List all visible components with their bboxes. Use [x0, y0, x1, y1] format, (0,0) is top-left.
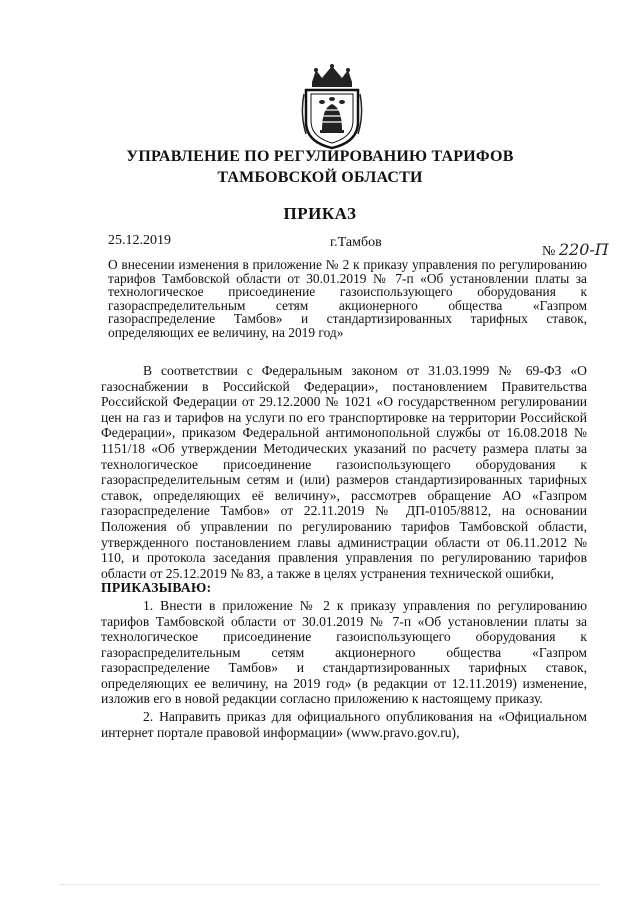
tambov-coat-of-arms-emblem	[298, 64, 366, 150]
order-item-2: 2. Направить приказ для официального опубликования на «Официальном интернет портале правовой информации» (www.pravo.gov.ru),	[101, 709, 587, 740]
preamble-paragraph: В соответствии с Федеральным законом от 31.03.1999 № 69-ФЗ «О газоснабжении в Российской Федерации», постановлением Правительства Российской Федерации от 29.12.2000 № 1021 «О государственном регулировании цен на газ и тарифов на услуги по его транспортировке на территории Российской Федерации», приказом Федеральной антимонопольной службы от 16.08.2018 № 1151/18 «Об утверждении Методических указаний по расчету размера платы за технологическое присоединение газоиспользующего оборудования к газораспределительным сетям и (или) размеров стандартизированных тарифных ставок, определяющих её величину», рассмотрев обращение АО «Газпром газораспределение Тамбов» от 22.11.2019 № ДП-0105/8812, на основании Положения об управлении по регулированию тарифов Тамбовской области, утвержденного постановлением главы администрации области от 06.11.2012 № 110, и протокола заседания правления управления по регулированию тарифов области от 25.12.2019 № 83, а также в целях устранения технической ошибки,	[101, 363, 587, 581]
document-date: 25.12.2019	[108, 233, 171, 248]
decree-word: ПРИКАЗЫВАЮ:	[101, 580, 212, 596]
organization-name-line2: ТАМБОВСКОЙ ОБЛАСТИ	[217, 169, 423, 186]
document-body	[101, 363, 587, 740]
number-label: №	[542, 244, 556, 259]
organization-name-line1: УПРАВЛЕНИЕ ПО РЕГУЛИРОВАНИЮ ТАРИФОВ	[126, 148, 514, 165]
document-city: г.Тамбов	[330, 235, 382, 250]
decree-line	[101, 580, 587, 596]
scan-edge-artifact	[60, 884, 600, 889]
order-item-1: 1. Внести в приложение № 2 к приказу управления по регулированию тарифов Тамбовской области от 30.01.2019 № 7-п «Об установлении платы за технологическое присоединение газоиспользующего оборудования к газораспределительным сетям акционерного общества «Газпром газораспределение Тамбов» и стандартизированных тарифных ставок, определяющих ее величину, на 2019 год» (в редакции от 12.11.2019) изменение, изложив его в новой редакции согласно приложению к настоящему приказу.	[101, 597, 587, 707]
document-type-title: ПРИКАЗ	[283, 204, 357, 223]
handwritten-number: 220-П	[558, 240, 609, 259]
document-subject: О внесении изменения в приложение № 2 к приказу управления по регулированию тарифов Тамбовской области от 30.01.2019 № 7-п «Об установлении платы за технологическое присоединение газоиспользующего оборудования к газораспределительным сетям акционерного общества «Газпром газораспределение Тамбов» и стандартизированных тарифных ставок, определяющих ее величину, на 2019 год»	[108, 257, 587, 340]
